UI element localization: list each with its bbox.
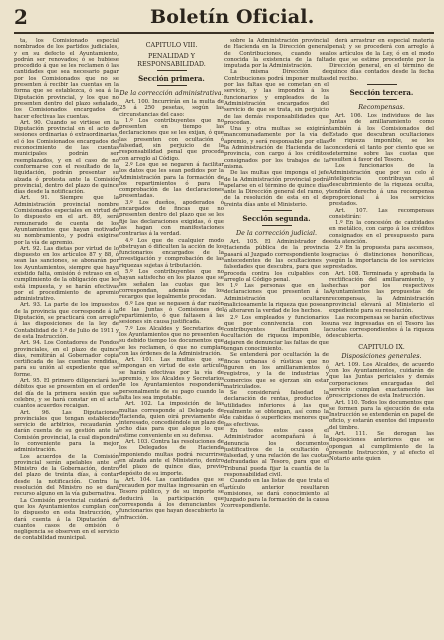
section-heading: CAPITULO IX. <box>358 342 405 351</box>
paragraph: 6.º Los que se negasen á dar razón de las Juntas ó Comisiones del repartimiento, ó que faltasen á las sesiones sin causa justificada. <box>119 300 224 326</box>
section-heading: De la corrección administrativa. <box>119 89 224 97</box>
paragraph: 1.º Los contribuyentes que no presenten en tiempo las declaraciones que se les exijan, ó que las presenten con ocultación ó falsedad, sin perjuicio de la responsabilidad penal que proceda con arreglo al Código. <box>119 117 224 162</box>
paragraph: Los acuerdos de la Comisión provincial serán apelables ante el Ministro de la Gobernación, dentro del plazo de treinta días, á contar desde la notificación. Contra la resolución del Ministro no se dará recurso alguno en la vía gubernativa. <box>14 453 119 498</box>
section-heading: CAPITULO VIII. <box>145 41 198 49</box>
text-columns <box>14 38 434 634</box>
paragraph: La Comisión provincial cuidará de que los Ayuntamientos cumplan con lo dispuesto en esta Instrucción, y dará cuenta á la Diputación de cuantos casos de omisión ó negligencia se observen en el servicio de contabilidad municipal. <box>14 497 119 542</box>
section-heading: Sección primera. <box>138 74 205 83</box>
paragraph: Art. 91. Siempre que la Administración provincial nombre Comisionados especiales en virtud de lo dispuesto en el art. 89, será remunerado de cuenta de los Ayuntamientos que hayan motivado su nombramiento, y podrá exigirse por la vía de apremio. <box>14 195 119 246</box>
paragraph: Art. 104. Las cantidades que se recauden por multas ingresarán en el Tesoro público, y de su importe se deducirá la participación que corresponda á los denunciantes y funcionarios que hayan descubierto la infracción. <box>119 476 224 521</box>
paragraph: Una y otra multas se exigirán mancomunadamente por la vía de apremio, y será responsable por ellas la Administración de Hacienda de la provincia, con cargo á los créditos consignados por los trabajos de la misma. <box>224 126 329 170</box>
paragraph: Art. 106. Los individuos de las Juntas de amillaramiento como también á los Comisionados del Estado que descubran ocultaciones de riqueza imponible, se les concederá el tanto por ciento que se determine sobre las cuotas que resulten á favor del Tesoro. <box>329 113 434 164</box>
section-divider <box>367 84 397 85</box>
paragraph: sobre la Administración provincial de Hacienda en la Dirección general de Contribuciones, cuando sea conocida la existencia de la falta imputada por la Administración. <box>224 38 329 70</box>
page-header <box>0 0 444 34</box>
paragraph: Las recompensas se harán efectivas una vez ingresadas en el Tesoro las cuotas correspondientes á la riqueza descubierta. <box>329 314 434 340</box>
column-4 <box>329 38 434 634</box>
paragraph: Art. 111. Se derogan las disposiciones anteriores que se opongan al cumplimiento de la presente Instrucción, y al efecto el Notario ante quien <box>329 431 434 463</box>
paragraph: Art. 109. Los Alcaldes, de acuerdo con los Ayuntamientos, cuidarán de que las Juntas periciales y demás corporaciones encargadas del servicio cumplan exactamente las prescripciones de esta Instrucción. <box>329 361 434 400</box>
paragraph: Art. 108. Terminada y aprobada la rectificación del amillaramiento, y hechas por los respectivos Ayuntamientos las propuestas de recompensas, la Administración provincial elevará al Ministerio el expediente para su resolución. <box>329 270 434 315</box>
column-2 <box>119 38 224 634</box>
paragraph: 3.º Los dueños, apoderados ó encargados de fincas que no presenten dentro del plazo que se les fije las declaraciones exigidas, ó que las hagan con manifestaciones contrarias á la verdad. <box>119 199 224 238</box>
paragraph: 2.º En la propuesta para ascensos, gracias ó distinciones honoríficas, según la importancia de los servicios prestados. <box>329 245 434 271</box>
paragraph: Se entenderá por ocultación la de fincas urbanas ó rústicas que no figuren en los amillaramientos ó registros, y la de industrias y comercios que se ejerzan sin estar matriculados. <box>224 352 329 390</box>
section-divider <box>262 225 292 226</box>
section-divider <box>157 70 187 71</box>
paragraph: En todos estos casos el Administrador acompañará á la denuncia los documentos justificativos de la ocultación ó falsedad, y una relación de las cuotas defraudadas al Tesoro, para que el Tribunal pueda fijar la cuantía de la responsabilidad civil. <box>224 427 329 478</box>
paragraph: 7.º Los Alcaldes y Secretarios de los Ayuntamientos que no presenten á su debido tiempo los documentos que se les reclamen, ó que no cumplan con las órdenes de la Administración. <box>119 325 224 357</box>
section-heading: Sección tercera. <box>349 88 414 98</box>
section-heading: Recompensas. <box>358 103 405 112</box>
paragraph: Art. 100. Incurrirán en la multa de 25 á 250 pesetas, según las circunstancias del caso: <box>119 99 224 118</box>
header-rule <box>14 32 434 34</box>
column-3 <box>224 38 329 634</box>
paragraph: 5.º Los contribuyentes que no hayan satisfecho en los plazos que se les señalen las cuotas que les correspondan, además de los recargos que legalmente procedan. <box>119 269 224 301</box>
paragraph: Art. 107. Las recompensas consistirán: <box>329 207 434 220</box>
paragraph: Se considerará falsedad la declaración de rentas, productos ó utilidades inferiores á las que realmente se obtengan, así como la de cabidas ó superficies menores que las efectivas. <box>224 390 329 428</box>
section-divider <box>262 210 292 211</box>
column-1 <box>14 38 119 634</box>
paragraph: Art. 90. Cuando se virtiese en la Diputación provincial en el acto de sesiones ordinarias ó extraordinarias, el ó los Comisionados encargados del reconocimiento de las cuentas municipales podrán ser reemplazados, y en el caso de no conformarse con el resultado de la liquidación, podrán presentar su alzada ó protesta ante la Comisión provincial, dentro del plazo de quince días desde la notificación. <box>14 119 119 196</box>
paragraph: Art. 95. El primero diligenciará los débitos que se presenten en el orden del día de la primera sesión que se celebre, y se hará constar en el acta cuantos acuerdos recaigan. <box>14 378 119 410</box>
paragraph: Art. 101. Las multas que se impongan en virtud de este artículo se harán efectivas por la vía de apremio, y los Alcaldes y Secretarios de los Ayuntamientos responderán personalmente de su pago cuando la falta les sea imputable. <box>119 357 224 401</box>
paragraph: derá arrastrar en especial materia penal; y se procederá con arreglo á los artículos de la Ley, ó en el modo de que se estime procedente por la Dirección general, en el término de quince días contados desde la fecha del recibo. <box>329 38 434 82</box>
section-heading: De la corrección judicial. <box>235 229 318 238</box>
section-heading: PENALIDAD Y RESPONSABILIDAD. <box>137 52 206 68</box>
paragraph: 4.º Los que de cualquier modo obstruyan ó dificulten la acción de los funcionarios encargados de la investigación y comprobación de las riquezas sujetas á tributación. <box>119 237 224 269</box>
paragraph: Cuando en las listas de que trata el artículo anterior resultaren omisiones, se dará conocimiento al Juzgado para la formación de la causa correspondiente. <box>224 478 329 510</box>
page-number: 2 <box>14 5 28 29</box>
paragraph: Art. 93. La parte de los impuestos de la provincia que corresponde á la Diputación, se practicará con arreglo á las disposiciones de la ley de Contabilidad de 1.º de Julio de 1911 y de esta Instrucción. <box>14 302 119 340</box>
paragraph: 2.º Los que se negaren á facilitar los datos que les sean pedidos por la Administración para la formación de los repartimientos ó para la comprobación de las declaraciones presentadas. <box>119 161 224 200</box>
paragraph: Los funcionarios de la Administración que por su celo é inteligencia contribuyan al descubrimiento de la riqueza oculta, tendrán derecho á una recompensa proporcional á los servicios prestados. <box>329 163 434 208</box>
paragraph: 2.º Los empleados y funcionarios que por connivencia con los contribuyentes facilitaren la ocultación de riqueza imponible, ó dejaren de denunciar las faltas de que tengan conocimiento. <box>224 314 329 353</box>
section-heading: Disposiciones generales. <box>341 351 422 360</box>
paragraph: Art. 96. Las Diputaciones provinciales que tengan establecido servicio de arbitrios, recaudarán y darán cuenta de su gestión ante la Comisión provincial, la cual dispondrá lo conveniente para la mejor administración. <box>14 409 119 454</box>
section-heading: Sección segunda. <box>242 214 311 224</box>
paragraph: La misma Dirección de Contribuciones podrá imponer multas por las faltas que se cometan en el servicio, y las impondrá á los funcionarios y empleados de la Administración encargados del servicio de que se trata, sin perjuicio de las demás responsabilidades que procedan. <box>224 69 329 126</box>
paragraph: ta, los Comisionado especial nombrados de los partidos judiciales, y en su defecto el Ayuntamiento, podrán ser renovados; ó se hubiese procedido á que se les reclamen ó las cantidades que sea necesario pagar por los Comisionados que no se presenten á recibir las cuentas en la forma que se establezca, ó sea á la Diputación provincial, y los que no presenten dentro del plazo señalado, los Comisionados encargados de hacer efectivas las cuentas. <box>14 38 119 120</box>
paragraph: De las multas que imponga el jefe de la Administración provincial podrá apelarse en el término de quince días ante la Dirección general del ramo, y de la resolución de esta en el de treinta días ante el Ministerio. <box>224 170 329 208</box>
paragraph: Art. 94. Los Contadores de Fondos provinciales, en el plazo de quince días, remitirán al Gobernador copia certificada de las cuentas rendidas, para su unión al expediente que se forme. <box>14 340 119 378</box>
paragraph: 1.º Las personas que en las declaraciones que presenten á la Administración ocultaren maliciosamente la riqueza que posean ó alteraren la verdad de los hechos. <box>224 283 329 315</box>
masthead-title: Boletín Oficial. <box>150 6 315 28</box>
paragraph: Art. 105. El Administrador de Hacienda pública de la provincia pasará al Juzgado correspondiente los antecedentes de las ocultaciones y falsedades que descubra, para que se proceda contra los culpables con arreglo al Código penal. <box>224 239 329 283</box>
section-divider <box>157 85 187 86</box>
paragraph: Art. 92. Las dietas por virtud de lo dispuesto en los artículos 87 y 88, ó sean las sanciones, se abonarán por los Ayuntamientos, siempre que haya existido falta, omisión ó retraso en el cumplimiento de la obligación que les está impuesta, y se harán efectivas por el procedimiento de apremio administrativo. <box>14 245 119 303</box>
paragraph: Art. 102. La imposición de las multas corresponde al Delegado de Hacienda, quien oirá previamente al interesado, concediéndole un plazo de ocho días para que alegue lo que estime conveniente en su defensa. <box>119 401 224 439</box>
paragraph: 1.º En la concesión de cantidades en metálico, con cargo á los créditos consignados en el presupuesto para esta atención. <box>329 220 434 246</box>
paragraph: Art. 110. Todos los documentos que se formen para la ejecución de esta Instrucción se extenderán en papel de oficio, y estarán exentos del impuesto del timbre. <box>329 399 434 431</box>
section-divider <box>367 99 397 100</box>
paragraph: Art. 103. Contra las resoluciones de los Delegados de Hacienda imponiendo multas podrá recurrirse en alzada ante el Ministerio, dentro del plazo de quince días, previo depósito de su importe. <box>119 439 224 477</box>
